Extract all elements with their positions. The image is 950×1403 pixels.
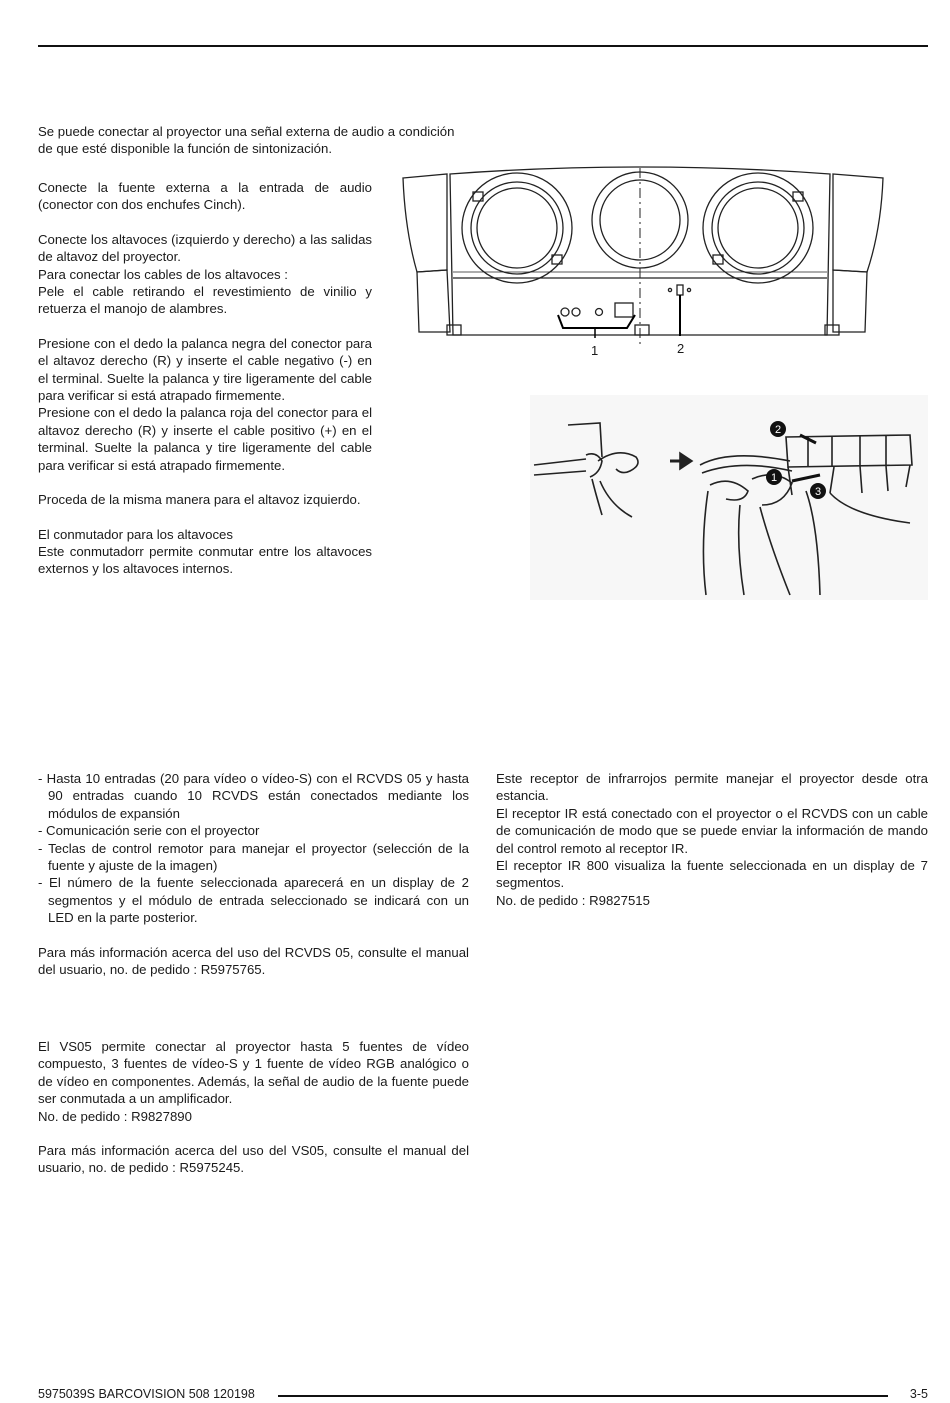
vs05-section bbox=[38, 1038, 469, 1177]
intro-paragraph bbox=[38, 123, 478, 158]
positive-wire-step: Presione con el dedo la palanca roja del conector para el altavoz derecho (R) y inserte el cable positivo (+) en el terminal. Suelte la palanca y tire ligeramente del cable para verificar si está atrapado firmemente. bbox=[38, 405, 372, 473]
negative-wire-step: Presione con el dedo la palanca negra del conector para el altavoz derecho (R) y inserte el cable negativo (-) en el terminal. Suelte la palanca y tire ligeramente del cable para verificar si está atrapado firmemente. bbox=[38, 335, 372, 404]
left-speaker-step: Proceda de la misma manera para el altavoz izquierdo. bbox=[38, 492, 361, 508]
step-marker-2: 2 bbox=[774, 424, 782, 436]
intro-line-1: Se puede conectar al proyector una señal externa de audio a condición bbox=[38, 124, 455, 139]
speaker-connector-illustration bbox=[530, 395, 928, 600]
intro-line-2: de que esté disponible la función de sintonización. bbox=[38, 141, 332, 157]
ir-receiver-order-number: No. de pedido : R9827515 bbox=[496, 892, 650, 908]
step-marker-3: 3 bbox=[814, 486, 822, 498]
footer-rule bbox=[278, 1395, 888, 1397]
rcvds-item-serial: - Comunicación serie con el proyector bbox=[38, 823, 260, 839]
vs05-order-number: No. de pedido : R9827890 bbox=[38, 1108, 192, 1124]
projector-rear-illustration bbox=[395, 160, 890, 365]
rcvds-features bbox=[38, 770, 469, 978]
header-rule bbox=[38, 45, 928, 47]
strip-wire-step: Pele el cable retirando el revestimiento de vinilio y retuerza el manojo de alambres. bbox=[38, 284, 372, 317]
speaker-connect-step: Conecte los altavoces (izquierdo y derecho) a las salidas de altavoz del proyector. bbox=[38, 231, 372, 265]
ir-receiver-display: El receptor IR 800 visualiza la fuente seleccionada en un display de 7 segmentos. bbox=[496, 858, 928, 891]
rcvds-item-remote-keys: - Teclas de control remotor para manejar el proyector (selección de la fuente y ajuste de la imagen) bbox=[38, 840, 469, 874]
rcvds-item-inputs: - Hasta 10 entradas (20 para vídeo o vídeo-S) con el RCVDS 05 y hasta 90 entradas cuando 10 RCVDS están conectados mediante los módulos de expansión bbox=[38, 771, 469, 821]
vs05-info: Para más información acerca del uso del VS05, consulte el manual del usuario, no. de pedido : R5975245. bbox=[38, 1143, 469, 1176]
callout-speaker-switch: 2 bbox=[677, 341, 685, 356]
speaker-cable-heading: Para conectar los cables de los altavoces : bbox=[38, 266, 288, 282]
footer-page-number: 3-5 bbox=[906, 1386, 928, 1403]
step-marker-1: 1 bbox=[770, 472, 778, 484]
ir-receiver-desc: Este receptor de infrarrojos permite manejar el proyector desde otra estancia. bbox=[496, 771, 928, 804]
vs05-description: El VS05 permite conectar al proyector hasta 5 fuentes de vídeo compuesto, 3 fuentes de vídeo-S y 1 fuente de vídeo RGB analógico o de vídeo en componentes. Además, la señal de audio de la fuente puede ser conmutada a un amplificador. bbox=[38, 1039, 469, 1107]
ir-receiver-connection: El receptor IR está conectado con el proyector o el RCVDS con un cable de comunicación de modo que se puede enviar la información de mando del control remoto al receptor IR. bbox=[496, 805, 928, 856]
footer-doc-id: 5975039S BARCOVISION 508 120198 bbox=[38, 1386, 259, 1403]
rcvds-item-display: - El número de la fuente seleccionada aparecerá en un display de 2 segmentos y el módulo de entrada seleccionado se indicará con un LED en la parte posterior. bbox=[38, 875, 469, 926]
ir-receiver-section bbox=[496, 770, 928, 909]
speaker-switch-desc: Este conmutadorr permite conmutar entre los altavoces externos y los altavoces internos. bbox=[38, 543, 372, 577]
rcvds-info: Para más información acerca del uso del RCVDS 05, consulte el manual del usuario, no. de pedido : R5975765. bbox=[38, 944, 469, 978]
audio-source-step: Conecte la fuente externa a la entrada de audio (conector con dos enchufes Cinch). bbox=[38, 180, 372, 213]
audio-instructions bbox=[38, 179, 372, 578]
callout-audio-inputs: 1 bbox=[591, 343, 599, 358]
speaker-switch-title: El conmutador para los altavoces bbox=[38, 526, 233, 542]
